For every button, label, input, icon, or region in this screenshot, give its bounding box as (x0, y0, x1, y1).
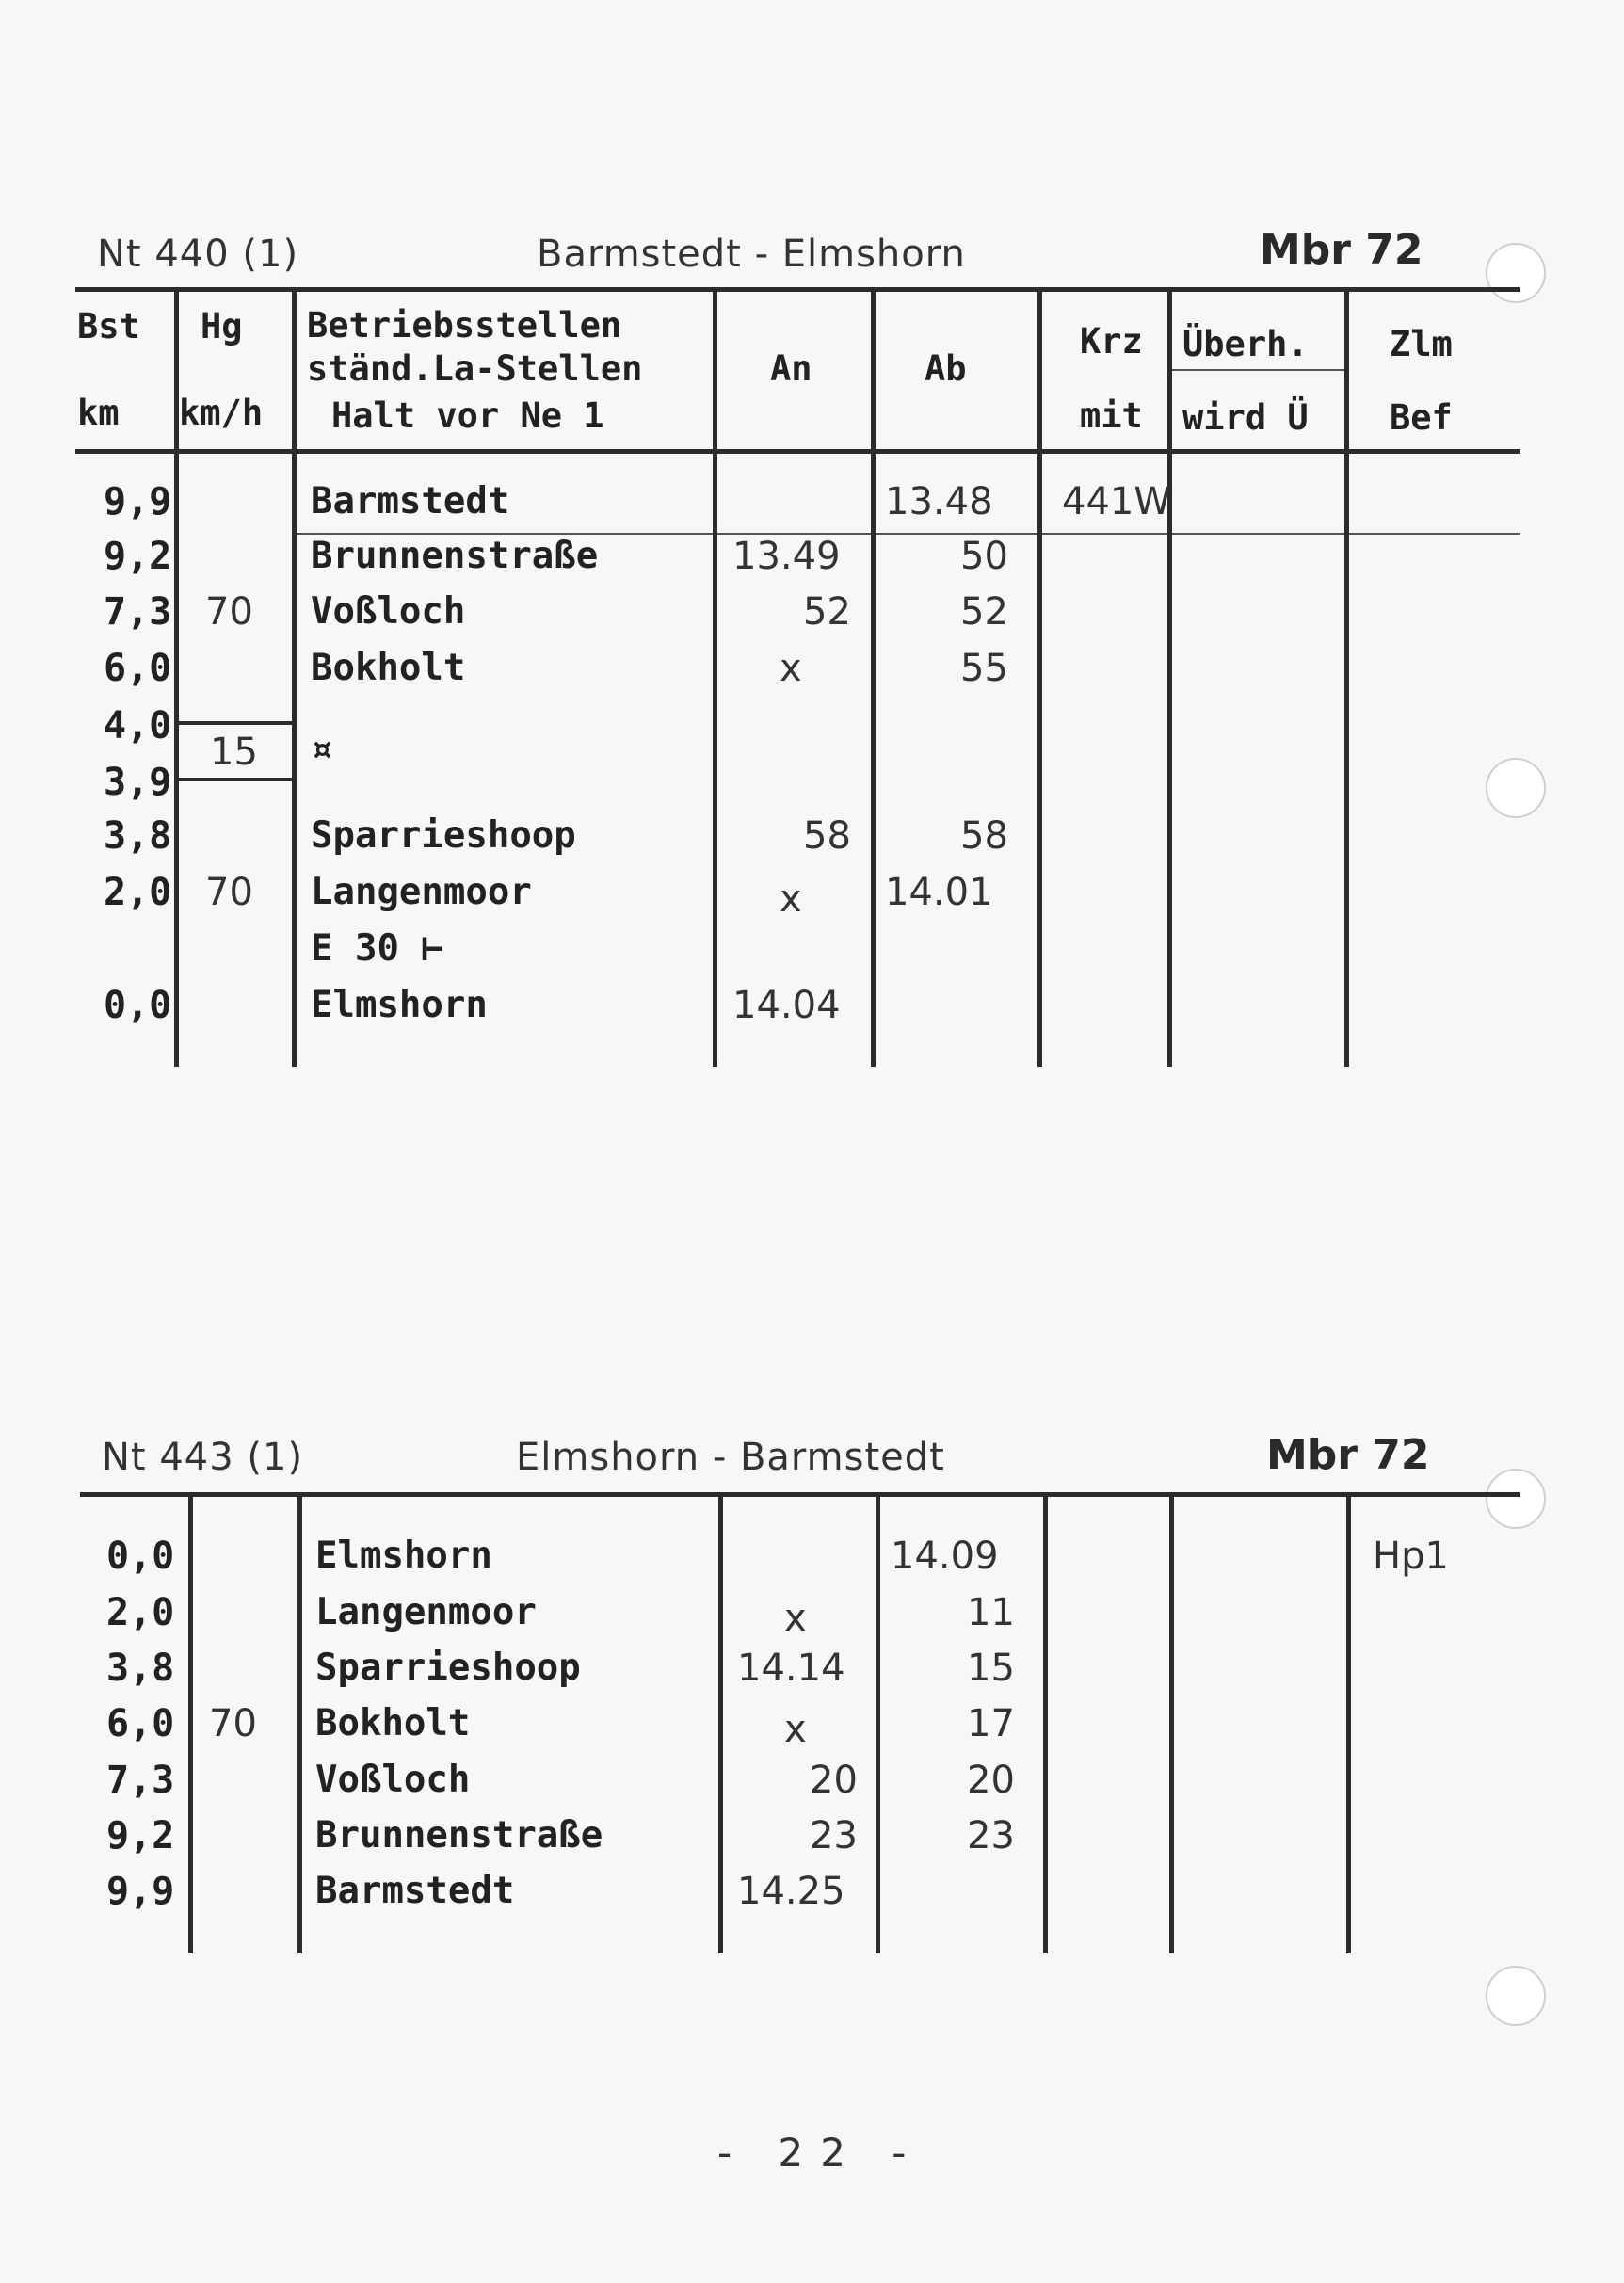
speed-value: 70 (205, 590, 253, 634)
km-value: 4,0 (104, 704, 172, 748)
header-bst: Bst (77, 306, 140, 346)
departure-time: 13.48 (885, 480, 993, 523)
mbr-label: Mbr 72 (1260, 226, 1423, 274)
speed-restriction-value: 15 (210, 731, 258, 774)
level-crossing-symbol: ¤ (311, 729, 333, 771)
km-value: 3,8 (106, 1647, 175, 1690)
train-number: Nt 440 (1) (97, 233, 299, 276)
route-title: Elmshorn - Barmstedt (516, 1436, 945, 1479)
station-name: Langenmoor (315, 1591, 537, 1633)
km-value: 9,9 (104, 480, 172, 523)
km-value: 2,0 (104, 871, 172, 914)
station-name: Voßloch (311, 590, 466, 633)
header-bef: Bef (1390, 397, 1453, 438)
km-value: 6,0 (106, 1702, 175, 1745)
station-name: Bokholt (311, 647, 466, 689)
arrival-time: 58 (803, 814, 851, 858)
header-betrieb-1: Betriebsstellen (307, 305, 622, 346)
col-rule (1037, 290, 1042, 1067)
km-value: 7,3 (104, 590, 172, 634)
col-rule (292, 290, 297, 1067)
table-top-rule (80, 1492, 1520, 1497)
signal-marker: E 30 ⊢ (311, 927, 443, 970)
header-wird: wird Ü (1182, 397, 1309, 438)
station-name: Sparrieshoop (315, 1647, 581, 1689)
arrival-time: x (784, 1597, 807, 1640)
header-uberh: Überh. (1182, 324, 1309, 364)
arrival-time: 14.25 (737, 1870, 845, 1913)
header-km: km (77, 393, 120, 433)
header-an: An (770, 348, 812, 389)
km-value: 0,0 (106, 1535, 175, 1578)
arrival-time: x (784, 1708, 807, 1751)
departure-time: 11 (967, 1591, 1015, 1634)
departure-time: 14.01 (885, 871, 993, 914)
crossing-train: 441W (1062, 480, 1171, 523)
col-rule (1169, 1495, 1174, 1953)
arrival-time: 23 (810, 1814, 858, 1857)
departure-time: 52 (960, 590, 1008, 634)
departure-time: 17 (967, 1702, 1015, 1745)
col-rule (1043, 1495, 1048, 1953)
col-rule (718, 1495, 723, 1953)
punch-hole (1486, 758, 1546, 818)
departure-time: 23 (967, 1814, 1015, 1857)
km-value: 9,2 (106, 1814, 175, 1857)
arrival-time: x (780, 877, 802, 921)
header-kmh: km/h (179, 393, 264, 433)
punch-hole (1486, 243, 1546, 303)
arrival-time: 14.04 (732, 984, 841, 1027)
train-number: Nt 443 (1) (102, 1436, 304, 1479)
station-name: Barmstedt (315, 1870, 515, 1912)
departure-time: 14.09 (891, 1535, 999, 1578)
punch-hole (1486, 1469, 1546, 1529)
station-name: Elmshorn (315, 1535, 492, 1577)
station-name: Brunnenstraße (315, 1814, 603, 1857)
arrival-time: x (780, 647, 802, 690)
col-rule (871, 290, 876, 1067)
header-zlm: Zlm (1390, 324, 1453, 364)
col-rule (297, 1495, 302, 1953)
header-hg: Hg (201, 306, 243, 346)
arrival-time: 52 (803, 590, 851, 634)
header-krz: Krz (1080, 321, 1143, 362)
km-value: 3,8 (104, 814, 172, 858)
col-rule (876, 1495, 880, 1953)
col-rule (1167, 290, 1172, 1067)
col-rule (1346, 1495, 1351, 1953)
station-name: Sparrieshoop (311, 814, 576, 857)
speed-value: 70 (209, 1702, 257, 1745)
route-title: Barmstedt - Elmshorn (537, 233, 966, 276)
col-rule (1344, 290, 1349, 1067)
km-value: 0,0 (104, 984, 172, 1027)
departure-time: 20 (967, 1759, 1015, 1802)
arrival-time: 14.14 (737, 1647, 845, 1690)
header-ab: Ab (925, 348, 967, 389)
page-number: - 22 - (717, 2130, 924, 2176)
col-rule (188, 1495, 193, 1953)
mbr-label: Mbr 72 (1266, 1431, 1430, 1479)
arrival-time: 20 (810, 1759, 858, 1802)
departure-time: 50 (960, 535, 1008, 578)
header-mit: mit (1080, 395, 1143, 436)
arrival-time: 13.49 (732, 535, 841, 578)
uberh-divider (1172, 369, 1346, 371)
header-betrieb-2: ständ.La-Stellen (307, 348, 643, 389)
departure-time: 55 (960, 647, 1008, 690)
zlm-value: Hp1 (1373, 1535, 1449, 1578)
km-value: 6,0 (104, 647, 172, 690)
km-value: 2,0 (106, 1591, 175, 1634)
speed-box-top (176, 721, 295, 725)
station-name: Voßloch (315, 1759, 471, 1801)
km-value: 3,9 (104, 761, 172, 804)
station-name: Brunnenstraße (311, 535, 599, 577)
col-rule (713, 290, 717, 1067)
station-name: Bokholt (315, 1702, 471, 1744)
km-value: 9,2 (104, 535, 172, 578)
departure-time: 15 (967, 1647, 1015, 1690)
km-value: 7,3 (106, 1759, 175, 1802)
station-name: Elmshorn (311, 984, 488, 1026)
punch-hole (1486, 1966, 1546, 2026)
departure-time: 58 (960, 814, 1008, 858)
station-name: Barmstedt (311, 480, 510, 523)
speed-value: 70 (205, 871, 253, 914)
station-name: Langenmoor (311, 871, 532, 913)
header-betrieb-3: Halt vor Ne 1 (331, 395, 604, 436)
km-value: 9,9 (106, 1870, 175, 1913)
speed-box-bottom (176, 778, 295, 781)
